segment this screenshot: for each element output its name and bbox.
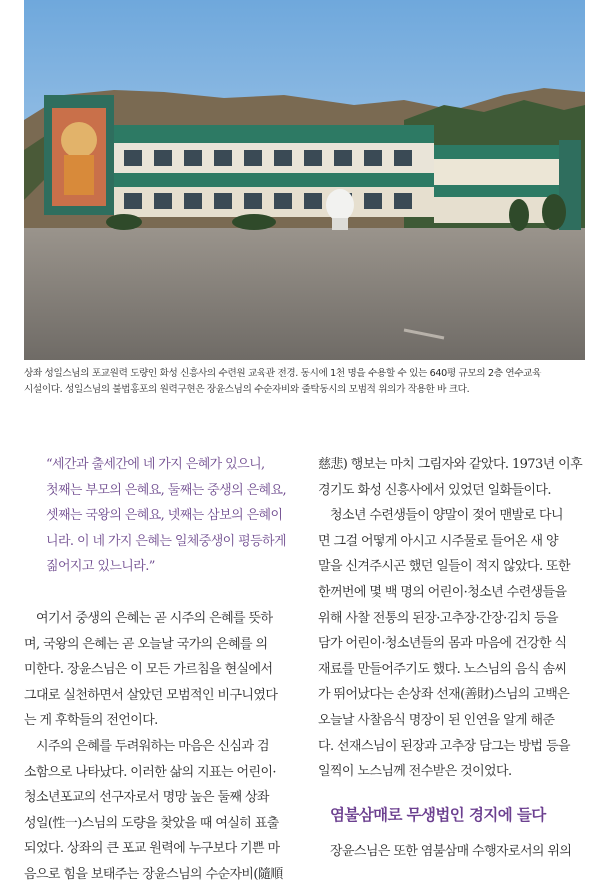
- quote-line: “세간과 출세간에 네 가지 은혜가 있으니,: [46, 457, 265, 472]
- body-line: 경기도 화성 신흥사에서 있었던 일화들이다.: [318, 482, 551, 498]
- left-paragraph-2: [24, 734, 292, 888]
- right-paragraph-1: [318, 452, 584, 503]
- body-line: 청소년 수련생들이 양말이 젖어 맨발로 다니: [330, 508, 563, 524]
- body-line: 며, 국왕의 은혜는 곧 오늘날 국가의 은혜를 의: [24, 636, 268, 652]
- body-line: 면 그걸 어떻게 아시고 시주물로 들어온 새 양: [318, 533, 558, 549]
- left-paragraph-1: [24, 606, 292, 734]
- quote-line: 짊어지고 있느니라.”: [46, 559, 155, 575]
- right-paragraph-2: [318, 503, 584, 785]
- caption-line: 상좌 성일스님의 포교원력 도량인 화성 신흥사의 수련원 교육관 전경. 동시에 1천 명을 수용할 수 있는 640평 규모의 2층 연수교육: [24, 368, 542, 379]
- right-column: [318, 452, 584, 864]
- body-line: 여기서 중생의 은혜는 곧 시주의 은혜를 뜻하: [36, 610, 273, 626]
- body-line: 시주의 은혜를 두려워하는 마음은 신심과 검: [36, 738, 269, 754]
- body-line: 일찍이 노스님께 전수받은 것이었다.: [318, 764, 512, 780]
- body-line: 되었다. 상좌의 큰 포교 원력에 누구보다 기쁜 마: [24, 841, 280, 857]
- body-line: 그대로 실천하면서 살았던 모범적인 비구니였다: [24, 687, 278, 703]
- body-line: 성일(性一)스님의 도량을 찾았을 때 여실히 표출: [24, 815, 279, 831]
- section-heading: 염불삼매로 무생법인 경지에 들다: [330, 805, 546, 824]
- body-line: 오늘날 사찰음식 명장이 된 인연을 알게 해준: [318, 712, 555, 728]
- photo-caption: [24, 366, 585, 398]
- left-column: [24, 452, 292, 888]
- body-line: 다. 선재스님이 된장과 고추장 담그는 방법 등을: [318, 738, 570, 754]
- right-paragraph-3: [318, 839, 584, 865]
- body-line: 소함으로 나타났다. 이러한 삶의 지표는 어린이·: [24, 764, 276, 780]
- quote-line: 첫째는 부모의 은혜요, 둘째는 중생의 은혜요,: [46, 482, 286, 498]
- body-line: 장윤스님은 또한 염불삼매 수행자로서의 위의: [330, 843, 572, 859]
- temple-photo-illustration: [24, 0, 585, 360]
- body-line: 음으로 힘을 보태주는 장윤스님의 수순자비(隨順: [24, 866, 283, 882]
- scripture-quote: [24, 452, 292, 580]
- caption-line: 시설이다. 성일스님의 불법홍포의 원력구현은 장윤스님의 수순자비와 줄탁동시의 모범적 위의가 작용한 바 크다.: [24, 384, 470, 395]
- body-line: 가 뛰어났다는 손상좌 선재(善財)스님의 고백은: [318, 687, 570, 703]
- quote-line: 니라. 이 네 가지 은혜는 일체중생이 평등하게: [46, 533, 286, 549]
- body-line: 담가 어린이·청소년들의 몸과 마음에 건강한 식: [318, 636, 567, 652]
- temple-photo: [24, 0, 585, 360]
- body-line: 미한다. 장윤스님은 이 모든 가르침을 현실에서: [24, 662, 273, 678]
- body-line: 재료를 만들어주기도 했다. 노스님의 음식 솜씨: [318, 661, 567, 677]
- quote-line: 셋째는 국왕의 은혜요, 넷째는 삼보의 은혜이: [46, 508, 283, 524]
- body-line: 는 게 후학들의 전언이다.: [24, 713, 158, 729]
- body-line: 위해 사찰 전통의 된장·고추장·간장·김치 등을: [318, 610, 558, 626]
- body-line: 말을 신겨주시곤 했던 일들이 적지 않았다. 또한: [318, 559, 570, 575]
- body-line: 慈悲) 행보는 마치 그림자와 같았다. 1973년 이후: [318, 457, 583, 472]
- body-line: 한꺼번에 몇 백 명의 어린이·청소년 수련생들을: [318, 584, 567, 600]
- body-line: 청소년포교의 선구자로서 명망 높은 둘째 상좌: [24, 790, 269, 806]
